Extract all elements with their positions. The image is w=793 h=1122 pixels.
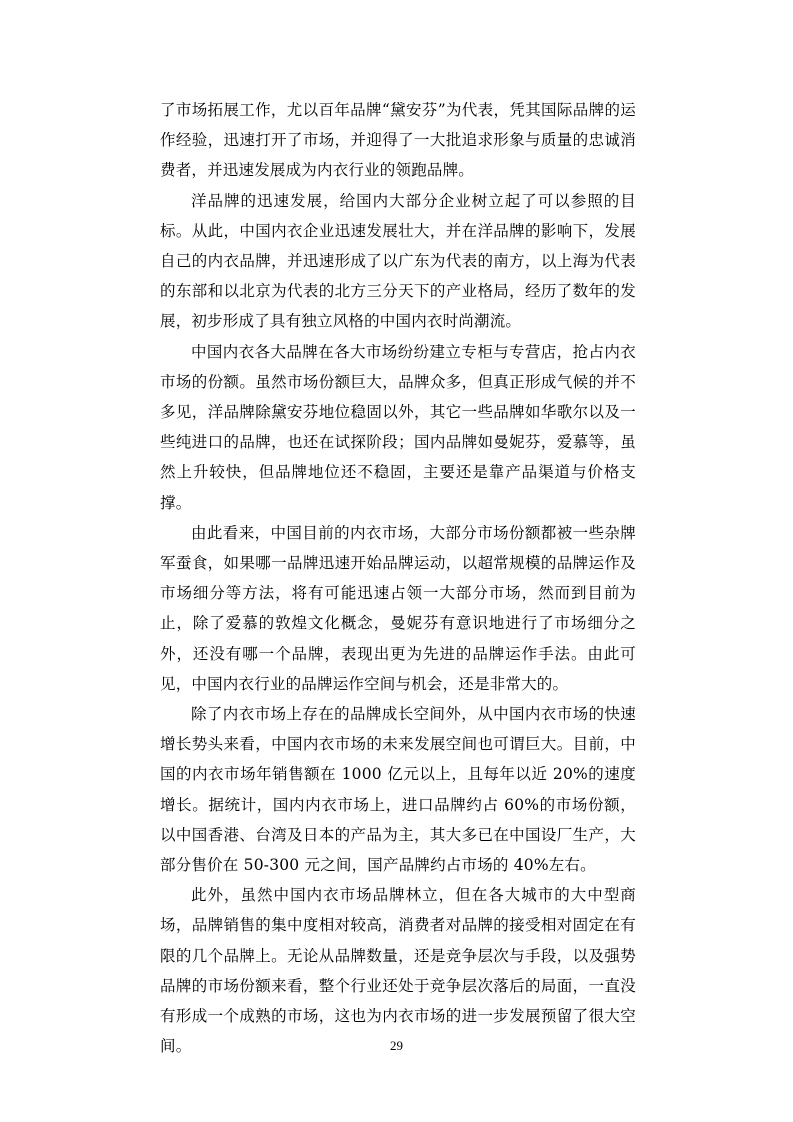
paragraph-2: 洋品牌的迅速发展，给国内大部分企业树立起了可以参照的目标。从此，中国内衣企业迅速发展壮大，并在洋品牌的影响下，发展自己的内衣品牌，并迅速形成了以广东为代表的南方，以上海为代表的东部和以北京为代表的北方三分天下的产业格局，经历了数年的发展，初步形成了具有独立风格的中国内衣时尚潮流。 — [160, 191, 636, 331]
paragraph-6: 此外，虽然中国内衣市场品牌林立，但在各大城市的大中型商场，品牌销售的集中度相对较高，消费者对品牌的接受相对固定在有限的几个品牌上。无论从品牌数量，还是竞争层次与手段，以及强势品牌的市场份额来看，整个行业还处于竞争层次落后的局面，一直没有形成一个成熟的市场，这也为内衣市场的进一步发展预留了很大空间。 — [160, 886, 636, 1056]
paragraph-3: 中国内衣各大品牌在各大市场纷纷建立专柜与专营店，抢占内衣市场的份额。虽然市场份额巨大，品牌众多，但真正形成气候的并不多见，洋品牌除黛安芬地位稳固以外，其它一些品牌如华歌尔以及一些纯进口的品牌，也还在试探阶段；国内品牌如曼妮芬，爱慕等，虽然上升较快，但品牌地位还不稳固，主要还是靠产品渠道与价格支撑。 — [160, 342, 636, 512]
paragraph-4: 由此看来，中国目前的内衣市场，大部分市场份额都被一些杂牌军蚕食，如果哪一品牌迅速开始品牌运动，以超常规模的品牌运作及市场细分等方法，将有可能迅速占领一大部分市场，然而到目前为止，除了爱慕的敦煌文化概念，曼妮芬有意识地进行了市场细分之外，还没有哪一个品牌，表现出更为先进的品牌运作手法。由此可见，中国内衣行业的品牌运作空间与机会，还是非常大的。 — [160, 523, 636, 693]
page-number: 29 — [390, 1038, 403, 1053]
paragraph-1: 了市场拓展工作，尤以百年品牌“黛安芬”为代表，凭其国际品牌的运作经验，迅速打开了市场，并迎得了一大批追求形象与质量的忠诚消费者，并迅速发展成为内衣行业的领跑品牌。 — [160, 101, 636, 180]
document-body — [160, 95, 636, 1062]
paragraph-5: 除了内衣市场上存在的品牌成长空间外，从中国内衣市场的快速增长势头来看，中国内衣市场的未来发展空间也可谓巨大。目前，中国的内衣市场年销售额在 1000 亿元以上，且每年以近 20%的速度增长。据统计，国内内衣市场上，进口品牌约占 60%的市场份额，以中国香港、台湾及日本的产品为主，其大多已在中国设厂生产，大部分售价在 50-300 元之间，国产品牌约占市场的 40%左右。 — [160, 705, 636, 875]
